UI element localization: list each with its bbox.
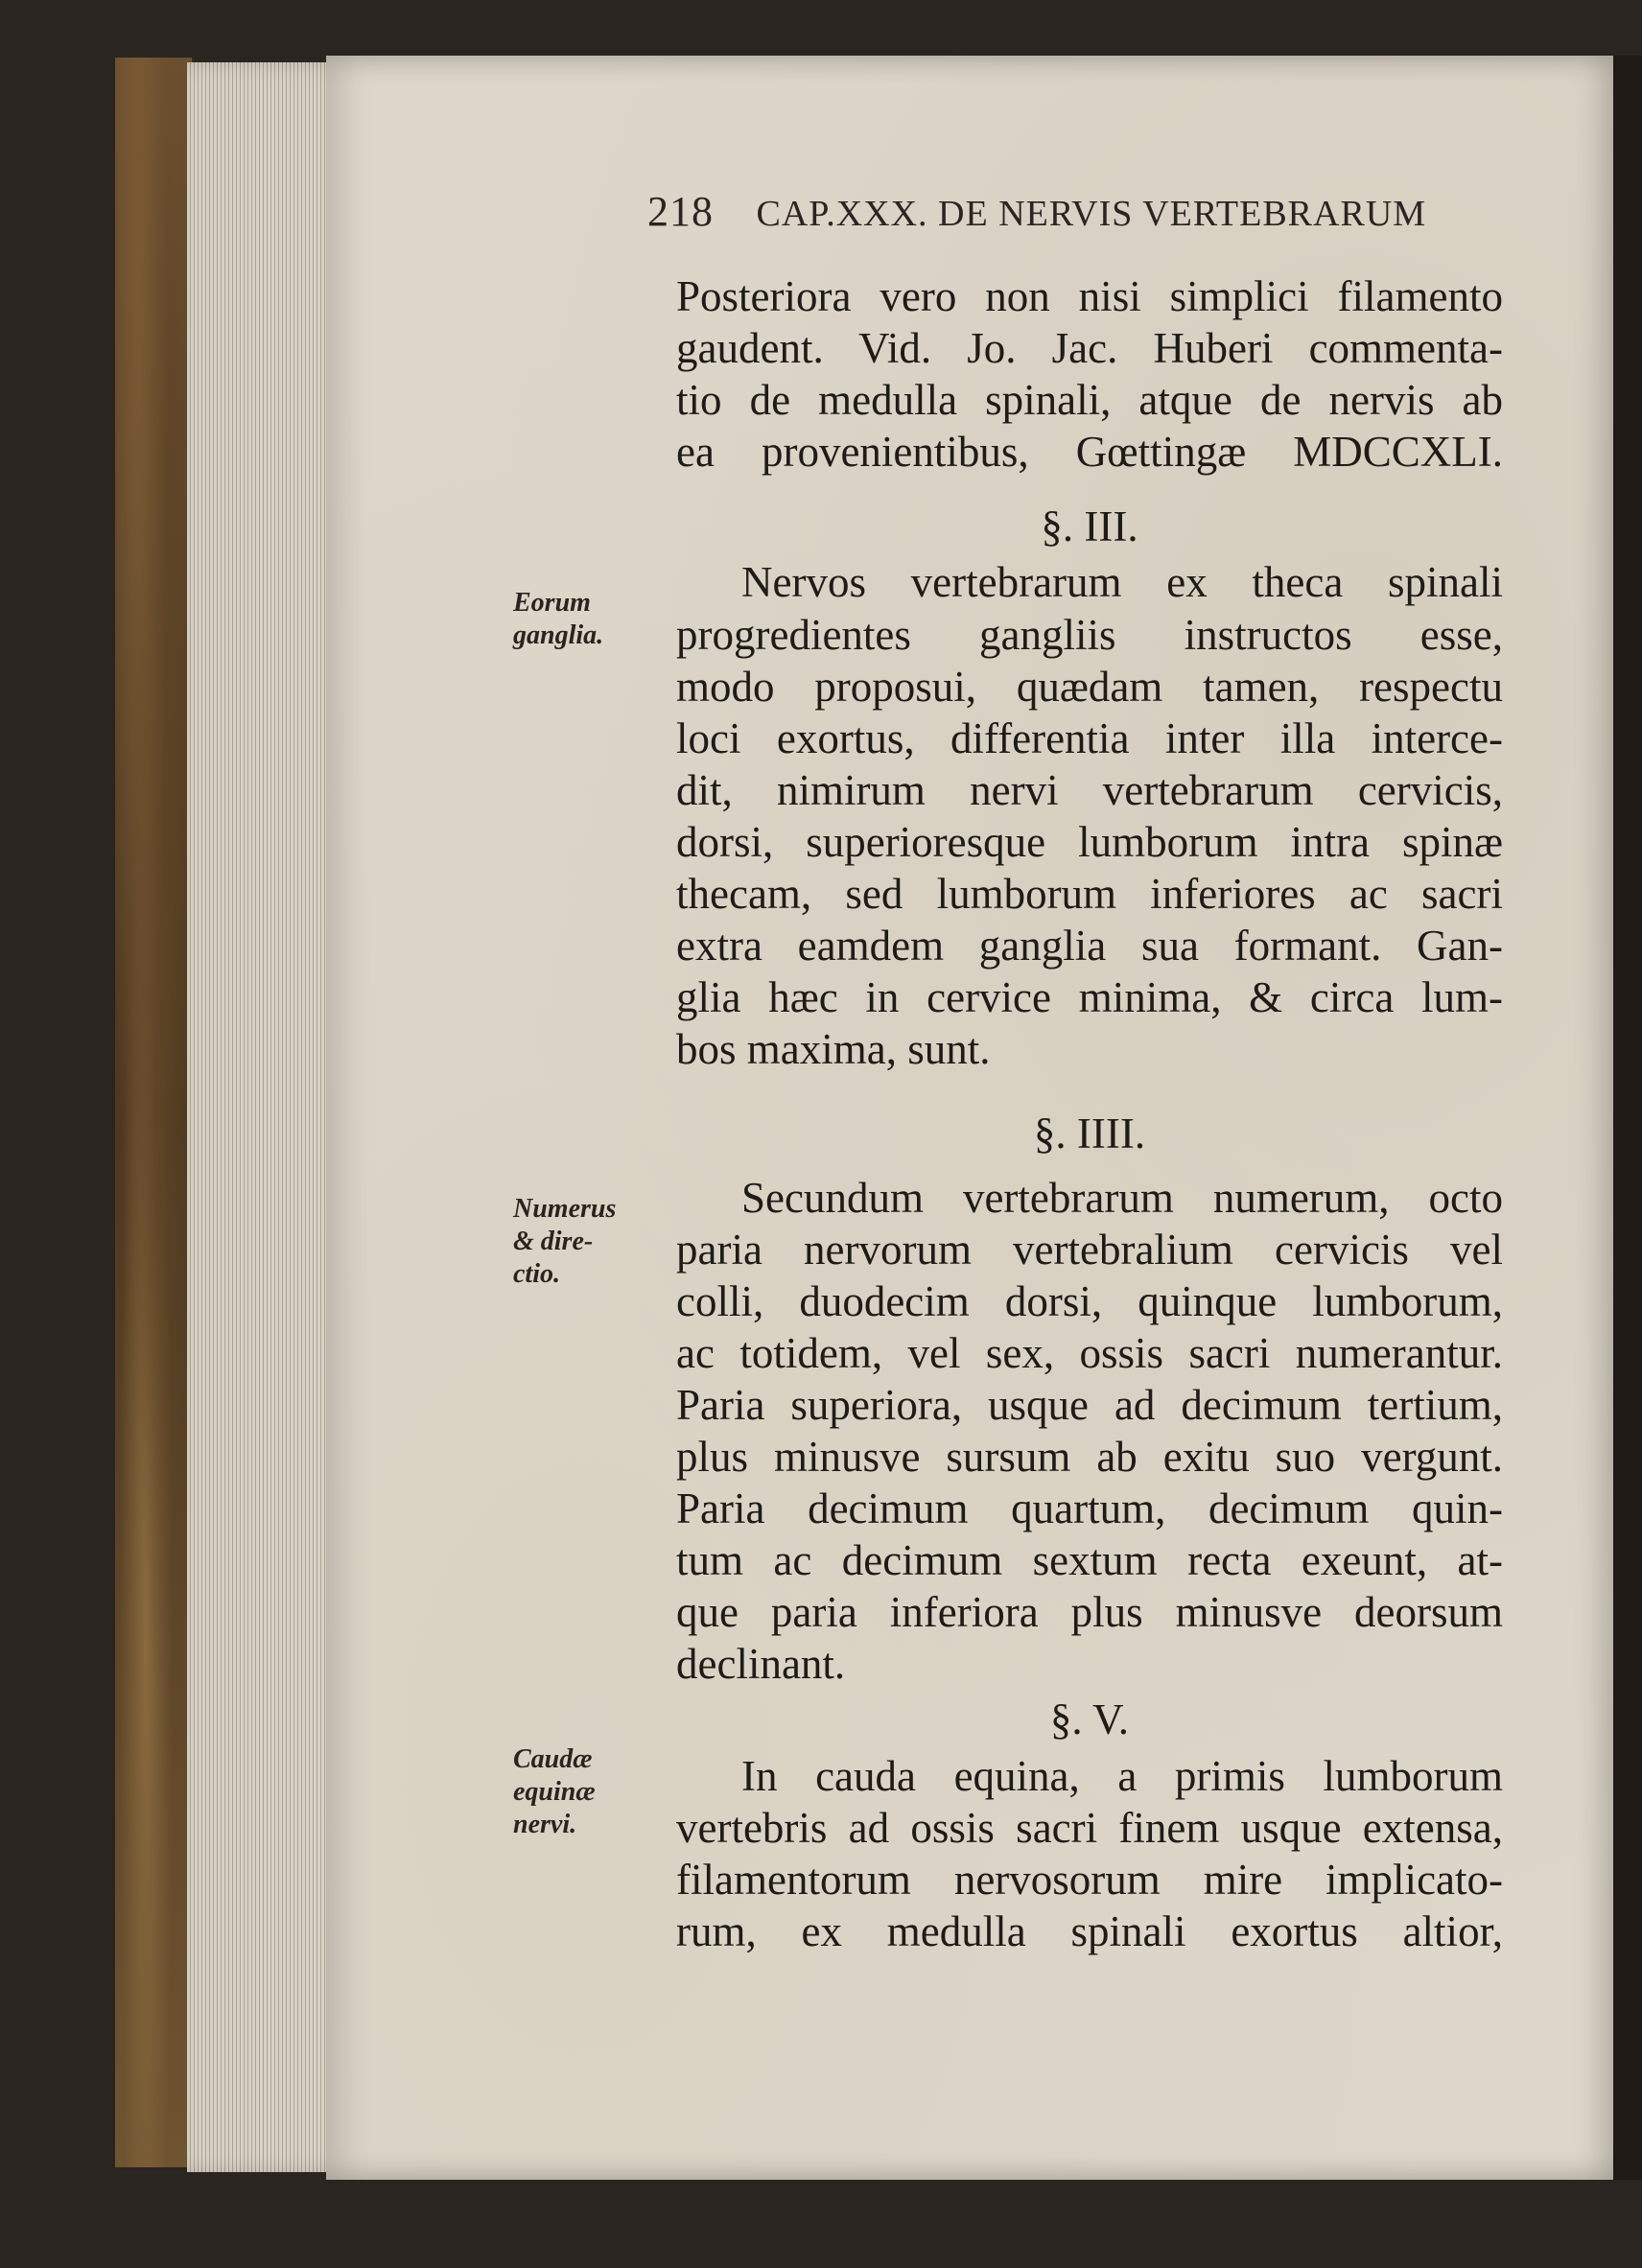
margin-note-line: equinæ — [513, 1777, 596, 1807]
text-line: glia hæc in cervice minima, & circa lum- — [676, 973, 1503, 1022]
margin-note-line: nervi. — [513, 1810, 577, 1839]
margin-note-line: Numerus — [513, 1194, 617, 1224]
text-line: tum ac decimum sextum recta exeunt, at- — [676, 1536, 1503, 1585]
margin-note-numerus-directio — [513, 1193, 657, 1291]
facing-page-gutter — [1613, 56, 1642, 2180]
text-line: filamentorum nervosorum mire implicato- — [676, 1855, 1503, 1904]
margin-note-caudae-equinae — [513, 1743, 657, 1841]
text-line: paria nervorum vertebralium cervicis vel — [676, 1225, 1503, 1274]
running-header — [647, 187, 1511, 236]
text-line: Nervos vertebrarum ex theca spinali — [741, 558, 1503, 607]
text-line: ac totidem, vel sex, ossis sacri numerantur. — [676, 1328, 1503, 1377]
text-line: extra eamdem ganglia sua formant. Gan- — [676, 922, 1503, 970]
text-line: Paria superiora, usque ad decimum tertium, — [676, 1380, 1503, 1429]
text-line: que paria inferiora plus minusve deorsum — [676, 1588, 1503, 1637]
margin-note-line: Caudæ — [513, 1744, 593, 1774]
margin-note-line: ctio. — [513, 1259, 560, 1289]
running-title: CAP.XXX. DE NERVIS VERTEBRARUM — [756, 194, 1427, 234]
text-line: progredientes gangliis instructos esse, — [676, 610, 1503, 659]
section-heading: §. V. — [1049, 1695, 1130, 1744]
text-line: gaudent. Vid. Jo. Jac. Huberi commenta- — [676, 324, 1503, 373]
text-line: dit, nimirum nervi vertebrarum cervicis, — [676, 765, 1503, 814]
text-line: plus minusve sursum ab exitu suo vergunt. — [676, 1432, 1503, 1481]
text-line: dorsi, superioresque lumborum intra spinæ — [676, 817, 1503, 866]
text-line: Paria decimum quartum, decimum quin- — [676, 1485, 1503, 1533]
margin-note-eorum-ganglia — [513, 587, 657, 652]
margin-note-line: ganglia. — [513, 620, 604, 650]
text-line: thecam, sed lumborum inferiores ac sacri — [676, 870, 1503, 919]
body-text — [676, 270, 1503, 1957]
text-line: Posteriora vero non nisi simplici filamento — [676, 272, 1503, 320]
book-cover-marbled — [115, 58, 194, 2167]
margin-note-line: Eorum — [513, 588, 591, 618]
text-line: loci exortus, differentia inter illa interce- — [676, 713, 1503, 762]
section-heading: §. III. — [1041, 503, 1138, 551]
page-number: 218 — [647, 188, 714, 235]
text-line: tio de medulla spinali, atque de nervis ab — [676, 376, 1503, 425]
text-line: modo proposui, quædam tamen, respectu — [676, 662, 1503, 711]
section-heading: §. IIII. — [1033, 1110, 1146, 1158]
text-line: Secundum vertebrarum numerum, octo — [741, 1173, 1503, 1222]
text-line: declinant. — [676, 1640, 846, 1689]
text-line: vertebris ad ossis sacri finem usque extensa, — [676, 1803, 1503, 1852]
text-line: rum, ex medulla spinali exortus altior, — [676, 1906, 1503, 1955]
text-line: bos maxima, sunt. — [676, 1025, 991, 1074]
margin-note-line: & dire- — [513, 1227, 594, 1256]
text-line: colli, duodecim dorsi, quinque lumborum, — [676, 1276, 1503, 1325]
text-line: In cauda equina, a primis lumborum — [741, 1751, 1503, 1800]
text-line: ea provenientibus, Gœttingæ MDCCXLI. — [676, 428, 1503, 477]
